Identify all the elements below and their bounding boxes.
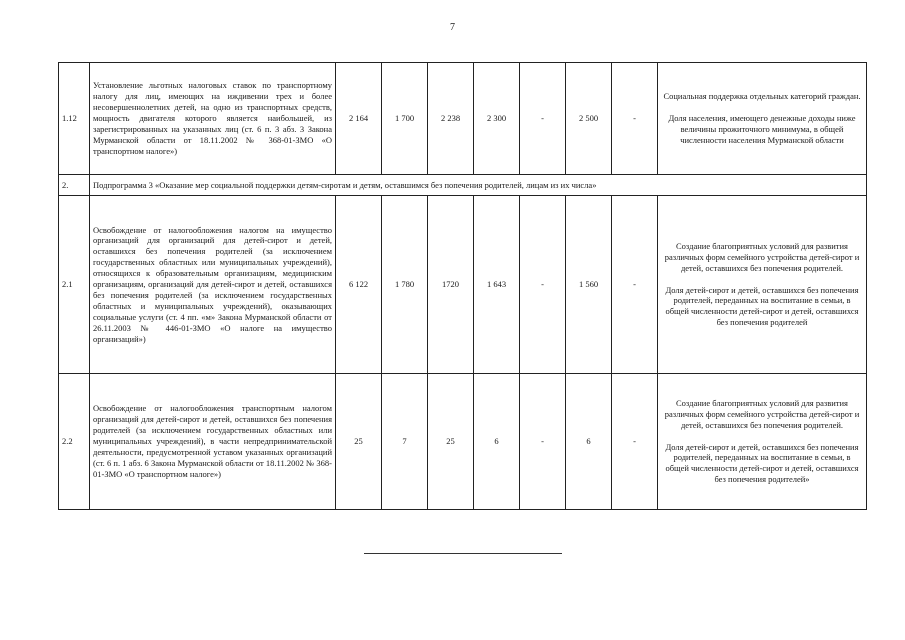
section-title: Подпрограмма 3 «Оказание мер социальной поддержки детям-сиротам и детям, оставшимся без попечения родителей, лицам из их числа» xyxy=(90,175,867,196)
value-cell: 25 xyxy=(336,374,382,510)
result-goal: Создание благоприятных условий для развития различных форм семейного устройства детей-сирот и детей, оставшихся без попечения родителей. xyxy=(664,240,860,273)
result-indicator: Доля детей-сирот и детей, оставшихся без попечения родителей, переданных на воспитание в семьи, в общей численности детей-сирот и детей, оставшихся без попечения родителей xyxy=(665,284,859,328)
footer-divider xyxy=(364,553,562,554)
value-cell: - xyxy=(612,374,658,510)
value-cell: 6 122 xyxy=(336,196,382,374)
result-cell xyxy=(658,196,867,374)
value-cell: 6 xyxy=(566,374,612,510)
value-cell: - xyxy=(520,63,566,175)
value-cell: 1 643 xyxy=(474,196,520,374)
page-number: 7 xyxy=(450,22,455,33)
row-number: 1.12 xyxy=(59,63,90,175)
value-cell: 1720 xyxy=(428,196,474,374)
value-cell: 2 300 xyxy=(474,63,520,175)
value-cell: - xyxy=(520,374,566,510)
value-cell: 7 xyxy=(382,374,428,510)
value-cell: 1 560 xyxy=(566,196,612,374)
section-number: 2. xyxy=(59,175,90,196)
row-number: 2.2 xyxy=(59,374,90,510)
value-cell: 2 164 xyxy=(336,63,382,175)
result-cell xyxy=(658,374,867,510)
value-cell: - xyxy=(612,63,658,175)
value-cell: 1 700 xyxy=(382,63,428,175)
result-indicator: Доля населения, имеющего денежные доходы ниже величины прожиточного минимума, в общей численности населения Мурманской области xyxy=(668,113,856,145)
tax-benefits-table xyxy=(58,62,867,510)
result-cell xyxy=(658,63,867,175)
value-cell: 6 xyxy=(474,374,520,510)
value-cell: - xyxy=(612,196,658,374)
value-cell: 1 780 xyxy=(382,196,428,374)
value-cell: - xyxy=(520,196,566,374)
value-cell: 2 238 xyxy=(428,63,474,175)
value-cell: 25 xyxy=(428,374,474,510)
table-row xyxy=(59,196,867,374)
row-description: Установление льготных налоговых ставок по транспортному налогу для лиц, имеющих на иждивении трех и более несовершеннолетних детей, на одно из транспортных средств, мощность двигателя которого является наибольшей, из зарегистрированных на указанных лиц (ст. 6 п. 3 абз. 3 Закона Мурманской области от 18.11.2002 № 368-01-ЗМО «О транспортном налоге») xyxy=(90,63,336,175)
row-description: Освобождение от налогообложения транспортным налогом организаций для детей-сирот и детей, оставшихся без попечения родителей (за исключением государственных областных или муниципальных учреждений), в части непредпринимательской деятельности, предусмотренной уставом указанных организаций (ст. 6 п. 1 абз. 6 Закона Мурманской области от 18.11.2002 № 368-01-ЗМО «О транспортном налоге») xyxy=(90,374,336,510)
row-description: Освобождение от налогообложения налогом на имущество организаций для организаций для детей-сирот и детей, оставшихся без попечения родителей (за исключением государственных областных или муниципальных учреждений), относящихся к образовательным организациям, медицинским организациям, организаций для детей-сирот и детей, оставшихся без попечения родителей (за исключением государственных областных и муниципальных учреждений), оказывающих социальные услуги (ст. 4 пп. «м» Закона Мурманской области от 26.11.2003 № 446-01-ЗМО «О налоге на имущество организаций») xyxy=(90,196,336,374)
table-row xyxy=(59,63,867,175)
section-row xyxy=(59,175,867,196)
result-goal: Создание благоприятных условий для развития различных форм семейного устройства детей-сирот и детей, оставшихся без попечения родителей. xyxy=(664,397,860,430)
row-number: 2.1 xyxy=(59,196,90,374)
result-goal: Социальная поддержка отдельных категорий граждан. xyxy=(663,91,861,102)
value-cell: 2 500 xyxy=(566,63,612,175)
table-row xyxy=(59,374,867,510)
result-indicator: Доля детей-сирот и детей, оставшихся без попечения родителей, переданных на воспитание в семьи, в общей численности детей-сирот и детей, оставшихся без попечения родителей» xyxy=(665,441,859,485)
